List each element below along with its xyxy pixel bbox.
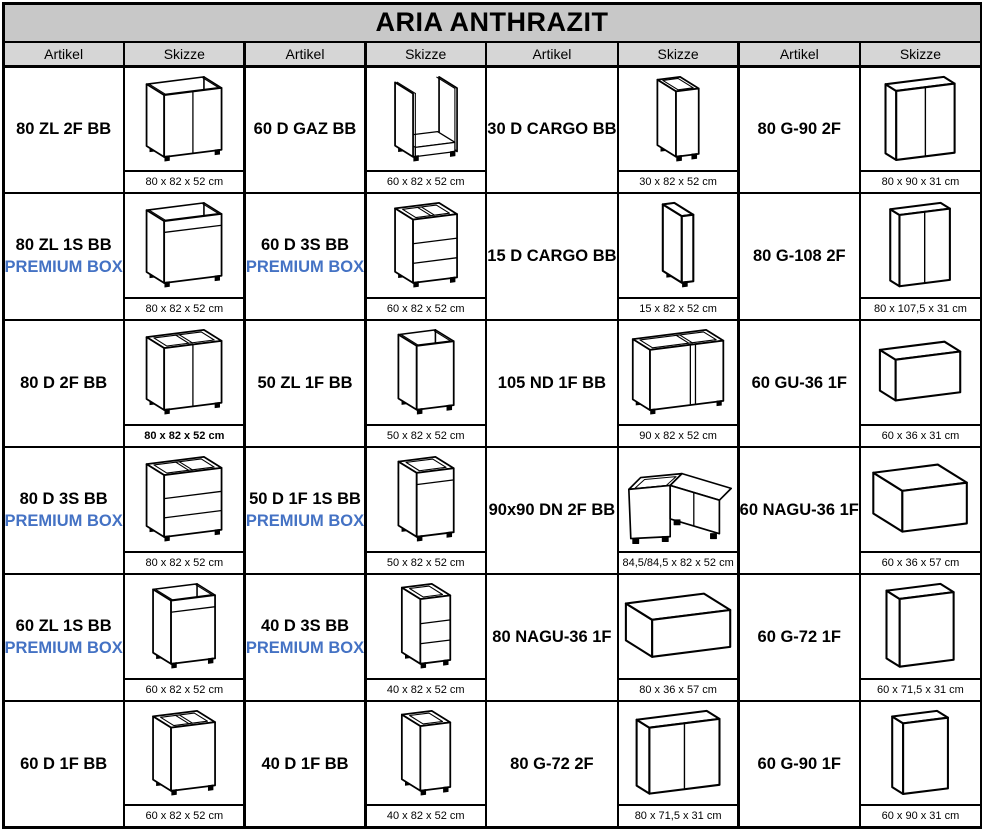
dimensions-label: 40 x 82 x 52 cm	[367, 678, 485, 700]
skizze-cell	[125, 68, 243, 192]
artikel-cell	[487, 702, 616, 826]
cabinet-sketch	[125, 702, 243, 804]
article-code: 60 G-72 1F	[757, 627, 841, 646]
cabinet-sketch	[861, 448, 979, 550]
skizze-cell	[619, 194, 737, 318]
artikel-cell	[246, 575, 364, 699]
cabinet-sketch	[125, 575, 243, 677]
premium-box-label: PREMIUM BOX	[245, 511, 365, 530]
cabinet-sketch	[619, 194, 737, 296]
artikel-cell	[740, 321, 859, 445]
artikel-cell	[487, 448, 616, 572]
article-code: 15 D CARGO BB	[487, 247, 617, 266]
page-title: ARIA ANTHRAZIT	[5, 5, 980, 41]
skizze-cell	[861, 575, 979, 699]
artikel-cell	[246, 68, 364, 192]
dimensions-label: 80 x 107,5 x 31 cm	[861, 297, 979, 319]
column-header-artikel: Artikel	[246, 43, 364, 65]
column-header-artikel: Artikel	[740, 43, 859, 65]
cabinet-sketch	[619, 68, 737, 170]
cabinet-sketch	[861, 575, 979, 677]
skizze-cell	[125, 321, 243, 445]
artikel-cell	[487, 194, 616, 318]
artikel-cell	[246, 194, 364, 318]
cabinet-sketch	[861, 702, 979, 804]
column-header-skizze: Skizze	[619, 43, 737, 65]
artikel-cell	[740, 448, 859, 572]
cabinet-sketch	[367, 194, 485, 296]
cabinet-sketch	[367, 321, 485, 423]
article-code: 40 D 3S BB	[260, 616, 350, 635]
cabinet-sketch	[367, 68, 485, 170]
premium-box-label: PREMIUM BOX	[4, 638, 123, 657]
skizze-cell	[861, 321, 979, 445]
dimensions-label: 80 x 82 x 52 cm	[125, 170, 243, 192]
dimensions-label: 60 x 90 x 31 cm	[861, 804, 979, 826]
cabinet-sketch	[619, 702, 737, 804]
artikel-cell	[740, 575, 859, 699]
dimensions-label: 50 x 82 x 52 cm	[367, 424, 485, 446]
article-code: 60 D 1F BB	[20, 754, 108, 773]
cabinet-sketch	[125, 321, 243, 423]
dimensions-label: 50 x 82 x 52 cm	[367, 551, 485, 573]
premium-box-label: PREMIUM BOX	[245, 258, 365, 277]
skizze-cell	[125, 194, 243, 318]
dimensions-label: 80 x 82 x 52 cm	[125, 424, 243, 446]
article-code: 60 G-90 1F	[757, 754, 841, 773]
column-header-skizze: Skizze	[367, 43, 485, 65]
artikel-cell	[5, 702, 123, 826]
dimensions-label: 80 x 90 x 31 cm	[861, 170, 979, 192]
premium-box-label: PREMIUM BOX	[245, 638, 365, 657]
dimensions-label: 60 x 82 x 52 cm	[367, 170, 485, 192]
dimensions-label: 84,5/84,5 x 82 x 52 cm	[619, 551, 737, 573]
dimensions-label: 90 x 82 x 52 cm	[619, 424, 737, 446]
artikel-cell	[5, 68, 123, 192]
dimensions-label: 80 x 71,5 x 31 cm	[619, 804, 737, 826]
artikel-cell	[246, 321, 364, 445]
article-code: 30 D CARGO BB	[487, 120, 617, 139]
skizze-cell	[125, 702, 243, 826]
skizze-cell	[367, 194, 485, 318]
cabinet-sketch	[861, 68, 979, 170]
skizze-cell	[861, 68, 979, 192]
article-code: 50 D 1F 1S BB	[249, 489, 361, 508]
cabinet-sketch	[619, 321, 737, 423]
cabinet-sketch	[861, 321, 979, 423]
column-header-artikel: Artikel	[5, 43, 123, 65]
column-header-skizze: Skizze	[861, 43, 979, 65]
article-code: 60 D GAZ BB	[253, 120, 357, 139]
column-header-artikel: Artikel	[487, 43, 616, 65]
skizze-cell	[367, 702, 485, 826]
skizze-cell	[619, 702, 737, 826]
article-code: 40 D 1F BB	[261, 754, 349, 773]
artikel-cell	[246, 448, 364, 572]
skizze-cell	[619, 575, 737, 699]
article-code: 80 G-72 2F	[510, 754, 594, 773]
cabinet-sketch	[861, 194, 979, 296]
artikel-cell	[246, 702, 364, 826]
artikel-cell	[5, 321, 123, 445]
skizze-cell	[619, 321, 737, 445]
cabinet-sketch	[125, 194, 243, 296]
artikel-cell	[5, 194, 123, 318]
article-code: 60 GU-36 1F	[751, 374, 847, 393]
dimensions-label: 40 x 82 x 52 cm	[367, 804, 485, 826]
dimensions-label: 60 x 82 x 52 cm	[367, 297, 485, 319]
article-code: 105 ND 1F BB	[497, 374, 606, 393]
skizze-cell	[367, 68, 485, 192]
premium-box-label: PREMIUM BOX	[4, 511, 123, 530]
article-code: 80 G-90 2F	[757, 120, 841, 139]
skizze-cell	[367, 321, 485, 445]
dimensions-label: 15 x 82 x 52 cm	[619, 297, 737, 319]
cabinet-sketch	[367, 575, 485, 677]
dimensions-label: 60 x 82 x 52 cm	[125, 804, 243, 826]
skizze-cell	[125, 575, 243, 699]
skizze-cell	[861, 702, 979, 826]
artikel-cell	[487, 68, 616, 192]
column-header-skizze: Skizze	[125, 43, 243, 65]
article-code: 50 ZL 1F BB	[257, 374, 353, 393]
cabinet-sketch	[619, 575, 737, 677]
skizze-cell	[125, 448, 243, 572]
artikel-cell	[487, 575, 616, 699]
cabinet-sketch	[367, 448, 485, 550]
premium-box-label: PREMIUM BOX	[4, 258, 123, 277]
skizze-cell	[861, 194, 979, 318]
dimensions-label: 80 x 82 x 52 cm	[125, 551, 243, 573]
artikel-cell	[487, 321, 616, 445]
skizze-cell	[367, 448, 485, 572]
dimensions-label: 60 x 36 x 57 cm	[861, 551, 979, 573]
dimensions-label: 60 x 82 x 52 cm	[125, 678, 243, 700]
article-code: 80 G-108 2F	[752, 247, 846, 266]
artikel-cell	[740, 702, 859, 826]
cabinet-sketch	[125, 448, 243, 550]
article-code: 60 ZL 1S BB	[15, 616, 112, 635]
artikel-cell	[740, 194, 859, 318]
cabinet-sketch	[619, 448, 737, 550]
article-code: 80 ZL 2F BB	[16, 120, 112, 139]
artikel-cell	[5, 448, 123, 572]
dimensions-label: 60 x 71,5 x 31 cm	[861, 678, 979, 700]
article-code: 80 ZL 1S BB	[15, 236, 112, 255]
skizze-cell	[367, 575, 485, 699]
article-code: 60 D 3S BB	[260, 236, 350, 255]
catalog-sheet	[2, 2, 982, 829]
article-code: 60 NAGU-36 1F	[739, 500, 859, 519]
skizze-cell	[619, 448, 737, 572]
article-code: 90x90 DN 2F BB	[488, 500, 616, 519]
cabinet-sketch	[125, 68, 243, 170]
dimensions-label: 30 x 82 x 52 cm	[619, 170, 737, 192]
dimensions-label: 60 x 36 x 31 cm	[861, 424, 979, 446]
article-code: 80 NAGU-36 1F	[492, 627, 612, 646]
skizze-cell	[861, 448, 979, 572]
dimensions-label: 80 x 36 x 57 cm	[619, 678, 737, 700]
article-code: 80 D 3S BB	[19, 489, 108, 508]
skizze-cell	[619, 68, 737, 192]
cabinet-sketch	[367, 702, 485, 804]
article-code: 80 D 2F BB	[20, 374, 108, 393]
artikel-cell	[5, 575, 123, 699]
artikel-cell	[740, 68, 859, 192]
dimensions-label: 80 x 82 x 52 cm	[125, 297, 243, 319]
